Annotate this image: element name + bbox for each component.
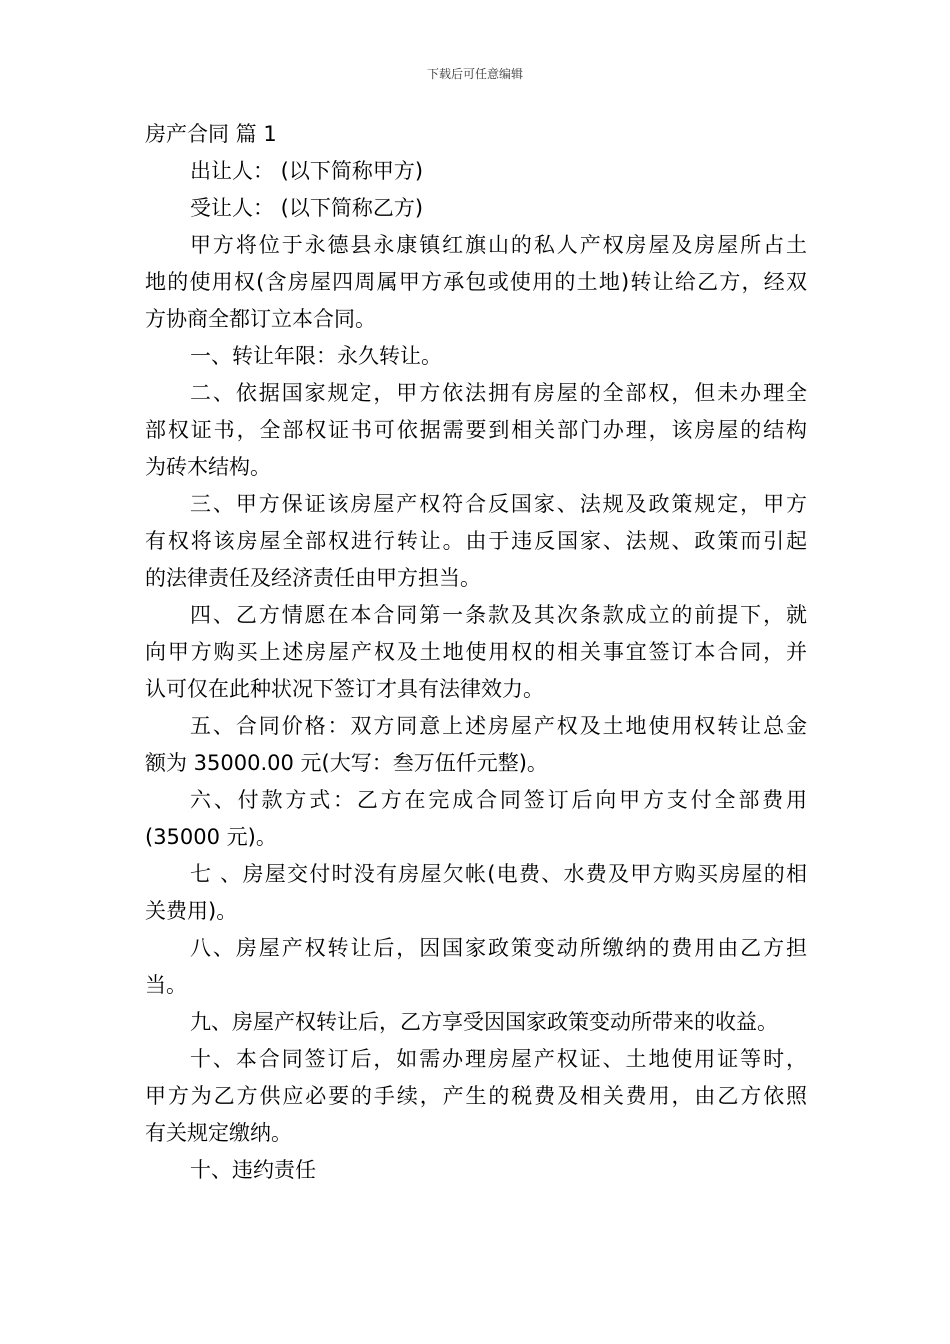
clause-line: 认可仅在此种状况下签订才具有法律效力。 bbox=[145, 677, 544, 701]
clause-line: 关费用)。 bbox=[145, 899, 238, 923]
clause-line: 地的使用权(含房屋四周属甲方承包或使用的土地)转让给乙方，经双 bbox=[145, 270, 807, 294]
clause-line: 九、房屋产权转让后，乙方享受因国家政策变动所带来的收益。 bbox=[190, 1010, 778, 1034]
clause-line: 有权将该房屋全部权进行转让。由于违反国家、法规、政策而引起 bbox=[145, 529, 807, 553]
clause-line: 方协商全都订立本合同。 bbox=[145, 307, 376, 331]
party-transferee: 受让人： (以下简称乙方) bbox=[190, 196, 424, 220]
clause-line: 四、乙方情愿在本合同第一条款及其次条款成立的前提下，就 bbox=[190, 603, 807, 627]
document-title: 房产合同 篇 1 bbox=[145, 122, 277, 146]
document-body bbox=[145, 116, 807, 1189]
clause-line: 六、付款方式：乙方在完成合同签订后向甲方支付全部费用 bbox=[190, 788, 807, 812]
clause-line: 有关规定缴纳。 bbox=[145, 1121, 292, 1145]
clause-line: 向甲方购买上述房屋产权及土地使用权的相关事宜签订本合同，并 bbox=[145, 640, 807, 664]
clause-line: 五、合同价格：双方同意上述房屋产权及土地使用权转让总金 bbox=[190, 714, 807, 738]
clause-line: 部权证书，全部权证书可依据需要到相关部门办理，该房屋的结构 bbox=[145, 418, 807, 442]
clause-line: 的法律责任及经济责任由甲方担当。 bbox=[145, 566, 481, 590]
clause-line: 为砖木结构。 bbox=[145, 455, 271, 479]
clause-line: 一、转让年限：永久转让。 bbox=[190, 344, 442, 368]
clause-line: 八、房屋产权转让后，因国家政策变动所缴纳的费用由乙方担 bbox=[190, 936, 807, 960]
clause-line: 十、本合同签订后，如需办理房屋产权证、土地使用证等时， bbox=[190, 1047, 807, 1071]
clause-line: 额为 35000.00 元(大写：叁万伍仟元整)。 bbox=[145, 751, 548, 775]
clause-heading: 十、违约责任 bbox=[190, 1158, 316, 1182]
party-transferor: 出让人： (以下简称甲方) bbox=[190, 159, 424, 183]
clause-line: 二、依据国家规定，甲方依法拥有房屋的全部权，但未办理全 bbox=[190, 381, 807, 405]
page-header: 下载后可任意编辑 bbox=[426, 67, 523, 81]
clause-line: 三、甲方保证该房屋产权符合反国家、法规及政策规定，甲方 bbox=[190, 492, 807, 516]
clause-line: 甲方为乙方供应必要的手续，产生的税费及相关费用，由乙方依照 bbox=[145, 1084, 807, 1108]
clause-line: 当。 bbox=[145, 973, 187, 997]
clause-line: 甲方将位于永德县永康镇红旗山的私人产权房屋及房屋所占土 bbox=[190, 233, 807, 257]
clause-line: 七 、房屋交付时没有房屋欠帐(电费、水费及甲方购买房屋的相 bbox=[190, 862, 807, 886]
clause-line: (35000 元)。 bbox=[145, 825, 277, 849]
